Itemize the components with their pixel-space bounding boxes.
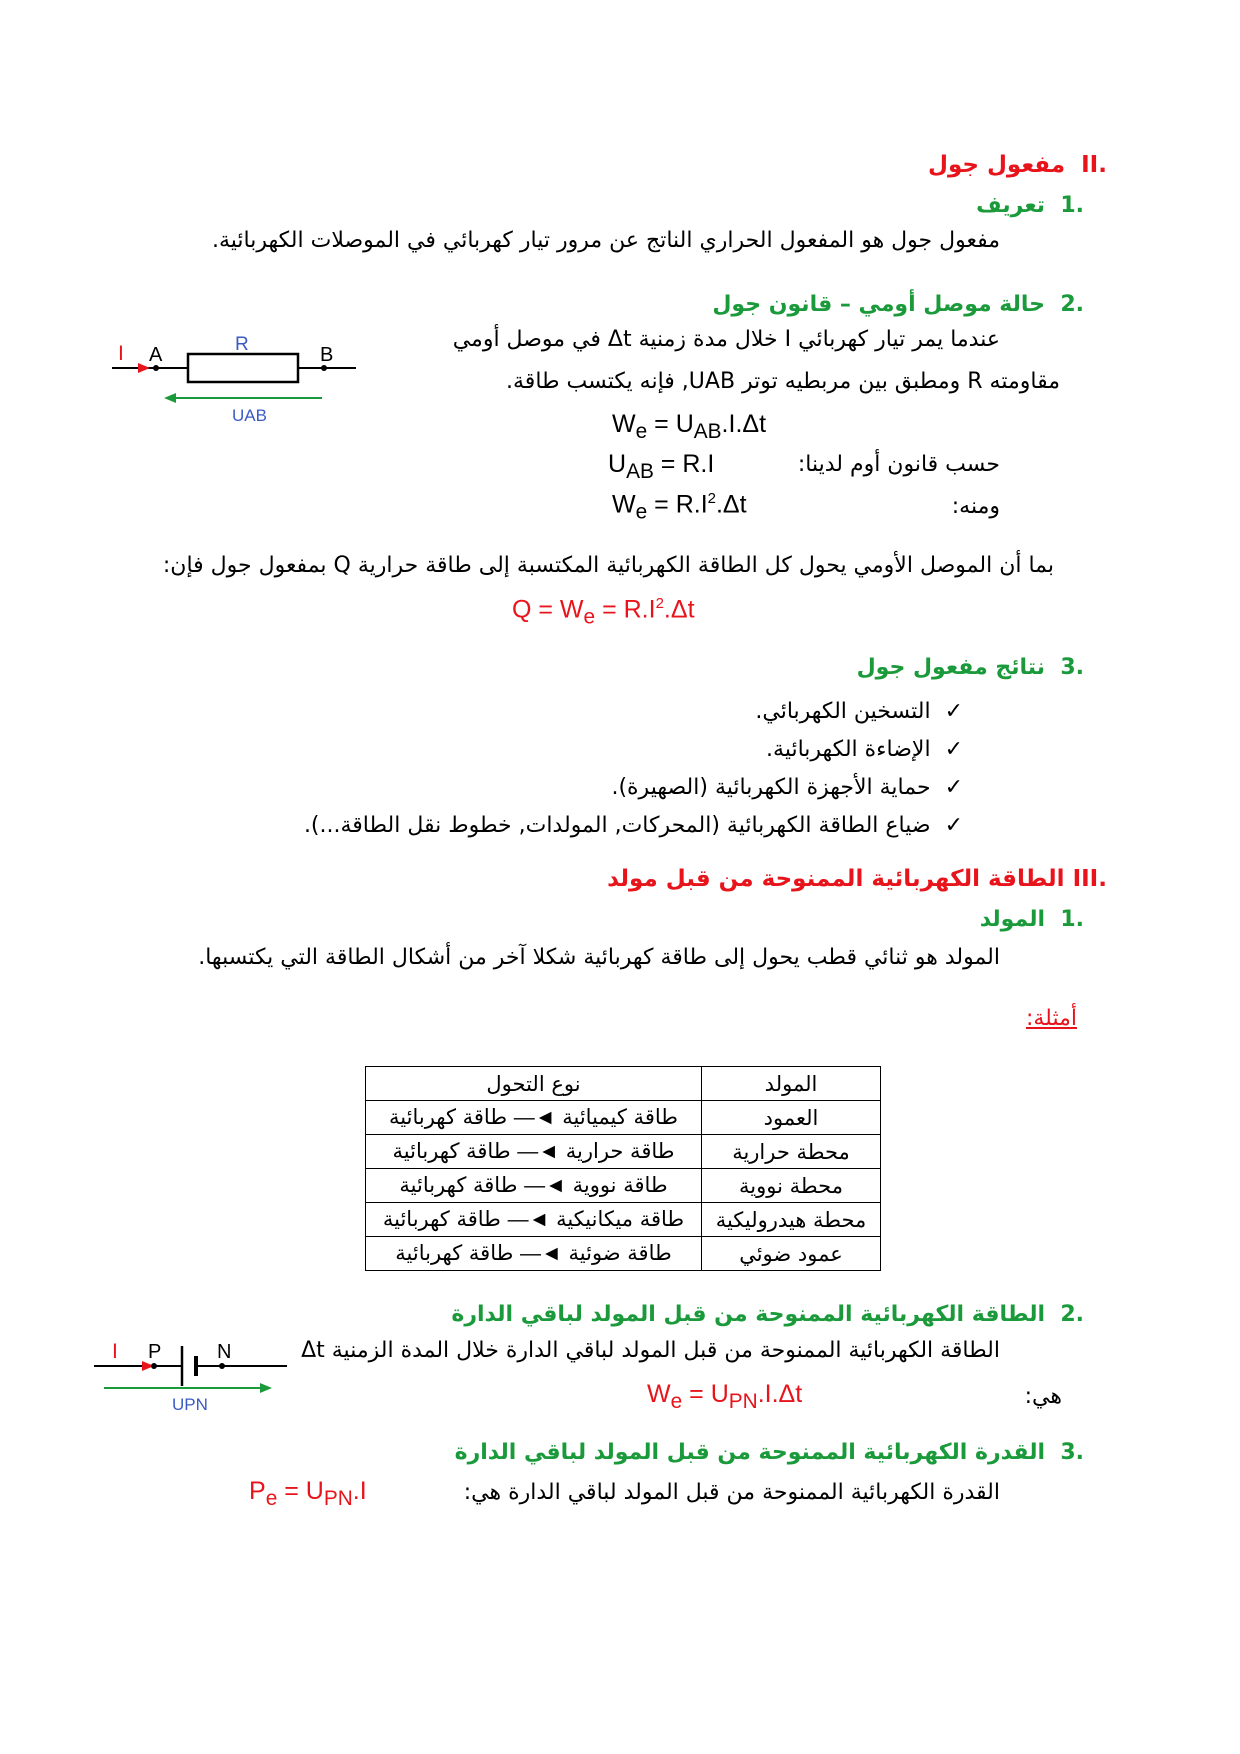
subsection-3-3-heading: .3 القدرة الكهربائية الممنوحة من قبل المولد لباقي الدارة: [454, 1440, 1084, 1465]
voltage-label: UAB: [232, 406, 267, 423]
subsection-2-1-heading: .1 تعريف: [976, 193, 1084, 218]
list-item: ✓ حماية الأجهزة الكهربائية (الصهيرة).: [611, 775, 963, 800]
definition-text: مفعول جول هو المفعول الحراري الناتج عن مرور تيار كهربائي في الموصلات الكهربائية.: [212, 228, 1000, 253]
generator-diagram: [92, 1328, 292, 1413]
terminal-a-label: A: [149, 344, 163, 366]
list-item: ✓ التسخين الكهربائي.: [755, 699, 963, 724]
section-3-heading: .III الطاقة الكهربائية الممنوحة من قبل مولد: [607, 866, 1107, 892]
subsection-3-2-heading: .2 الطاقة الكهربائية الممنوحة من قبل المولد لباقي الدارة: [451, 1302, 1084, 1327]
generators-table: [365, 1066, 881, 1271]
ohm-law-equation: $U_{AB} = R.I$: [608, 450, 715, 483]
energy-equation: $W_e = U_{AB}.I.\Delta t$: [612, 410, 767, 443]
joule-energy-equation: $W_e = R.I^2.\Delta t$: [612, 490, 747, 524]
ohmic-text-line2: مقاومته R ومطبق بين مربطيه توتر UAB, فإنه يكتسب طاقة.: [506, 369, 1060, 394]
examples-label: أمثلة:: [1025, 1006, 1077, 1031]
gen-voltage-label: UPN: [172, 1395, 208, 1413]
terminal-p-label: P: [148, 1341, 162, 1363]
generator-power-equation: $P_e = U_{PN}.I$: [249, 1477, 367, 1510]
joule-effects-list: [304, 693, 963, 845]
generator-power-text: القدرة الكهربائية الممنوحة من قبل المولد لباقي الدارة هي:: [463, 1480, 1000, 1505]
subsection-2-3-heading: .3 نتائج مفعول جول: [856, 655, 1084, 680]
list-item: ✓ الإضاءة الكهربائية.: [766, 737, 963, 762]
hence-label: ومنه:: [951, 494, 1000, 519]
section-2-heading: .II مفعول جول: [927, 152, 1107, 178]
table-row: محطة حرارية طاقة حرارية ◄— طاقة كهربائية: [366, 1135, 881, 1169]
table-header-row: [366, 1067, 881, 1101]
generator-energy-text: الطاقة الكهربائية الممنوحة من قبل المولد لباقي الدارة خلال المدة الزمنية Δt: [301, 1338, 1000, 1363]
is-label: هي:: [1024, 1384, 1062, 1409]
resistor-diagram: [110, 328, 360, 423]
subsection-2-2-heading: .2 حالة موصل أومي – قانون جول: [712, 292, 1084, 317]
since-text: بما أن الموصل الأومي يحول كل الطاقة الكهربائية المكتسبة إلى طاقة حرارية Q بمفعول جول فإن:: [162, 553, 1054, 578]
terminal-n-label: N: [217, 1341, 232, 1363]
ohmic-text-line1: عندما يمر تيار كهربائي I خلال مدة زمنية Δt في موصل أومي: [452, 327, 1000, 352]
subsection-3-1-heading: .1 المولد: [979, 907, 1084, 932]
table-row: عمود ضوئي طاقة ضوئية ◄— طاقة كهربائية: [366, 1237, 881, 1271]
generator-energy-equation: $W_e = U_{PN}.I.\Delta t$: [647, 1380, 803, 1413]
terminal-b-label: B: [320, 344, 334, 366]
table-row: محطة هيدروليكية طاقة ميكانيكية ◄— طاقة كهربائية: [366, 1203, 881, 1237]
ohm-law-label: حسب قانون أوم لدينا:: [797, 452, 1000, 477]
header-generator: المولد: [702, 1067, 881, 1101]
generator-definition: المولد هو ثنائي قطب يحول إلى طاقة كهربائية شكلا آخر من أشكال الطاقة التي يكتسبها.: [198, 945, 1000, 970]
table-row: محطة نووية طاقة نووية ◄— طاقة كهربائية: [366, 1169, 881, 1203]
list-item: ✓ ضياع الطاقة الكهربائية (المحركات, المولدات, خطوط نقل الطاقة...).: [303, 813, 963, 838]
gen-current-label: I: [112, 1340, 118, 1363]
resistance-label: R: [235, 334, 249, 355]
table-row: العمود طاقة كيميائية ◄— طاقة كهربائية: [366, 1101, 881, 1135]
heat-equation: $Q = W_e = R.I^2.\Delta t$: [512, 595, 695, 629]
current-label: I: [118, 342, 124, 365]
header-conversion: نوع التحول: [366, 1067, 702, 1101]
